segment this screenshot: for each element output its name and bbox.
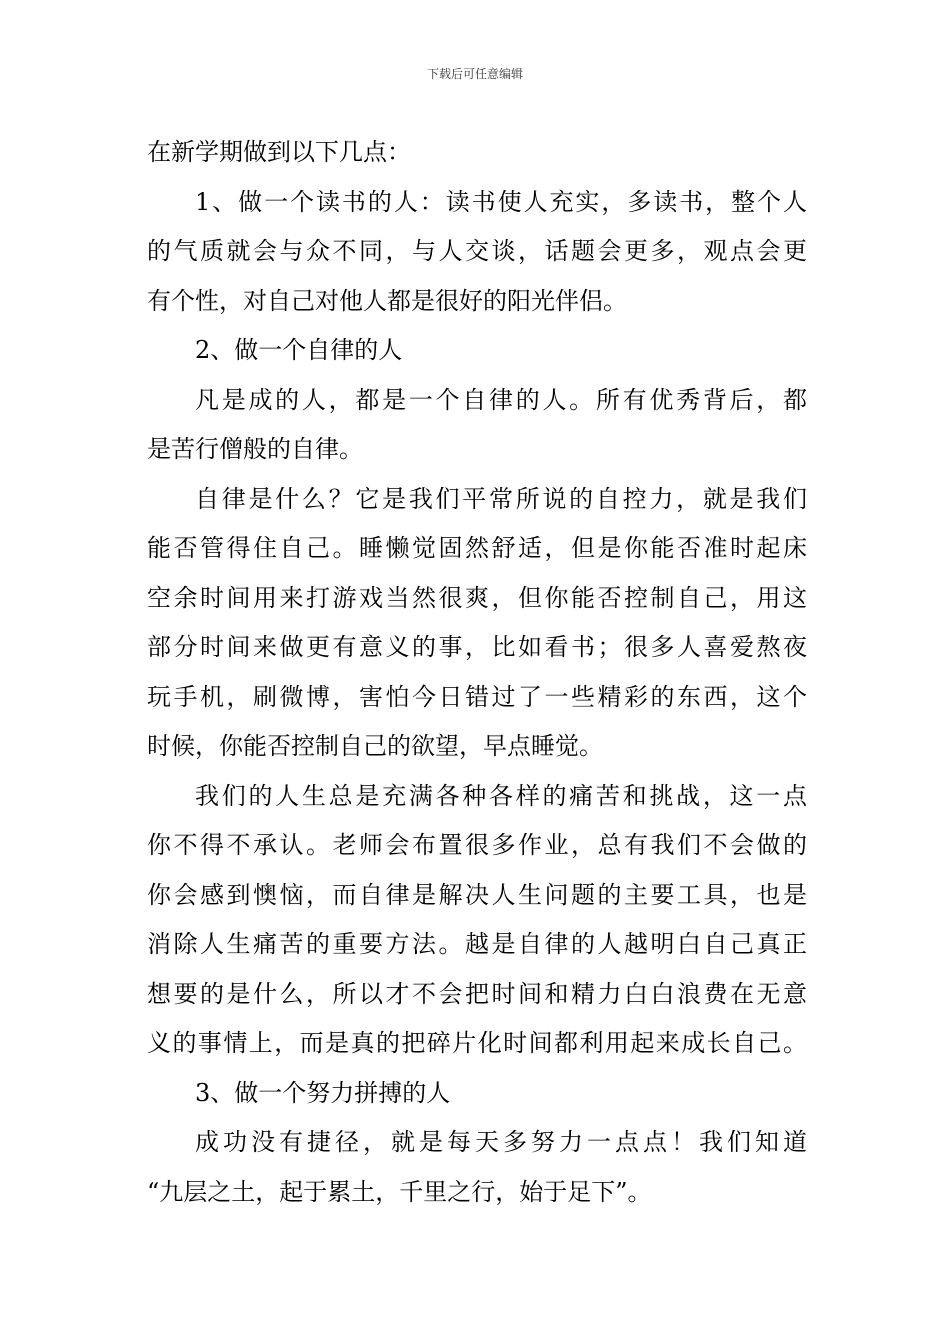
paragraph-line: 你会感到懊恼，而自律是解决人生问题的主要工具，也是 <box>147 880 807 909</box>
list-item-reading: 1、做一个读书的人：读书使人充实，多读书，整个人 <box>195 187 807 216</box>
paragraph-line: 成功没有捷径，就是每天多努力一点点！我们知道 <box>195 1128 807 1156</box>
paragraph-line: 部分时间来做更有意义的事，比如看书；很多人喜爱熬夜 <box>147 633 807 661</box>
paragraph-line: 自律是什么？它是我们平常所说的自控力，就是我们 <box>195 484 807 513</box>
paragraph-line: 玩手机，刷微博，害怕今日错过了一些精彩的东西，这个 <box>147 682 807 711</box>
paragraph-line: 凡是成的人，都是一个自律的人。所有优秀背后，都 <box>195 385 807 414</box>
paragraph-line: 有个性，对自己对他人都是很好的阳光伴侣。 <box>147 286 627 315</box>
paragraph-line: 能否管得住自己。睡懒觉固然舒适，但是你能否准时起床 <box>147 534 807 562</box>
section-heading-self-discipline: 2、做一个自律的人 <box>195 336 403 364</box>
paragraph-line: 在新学期做到以下几点： <box>147 138 411 166</box>
paragraph-line: 空余时间用来打游戏当然很爽，但你能否控制自己，用这 <box>147 583 807 612</box>
paragraph-line: 的气质就会与众不同，与人交谈，话题会更多，观点会更 <box>147 237 807 265</box>
paragraph-line: 你不得不承认。老师会布置很多作业，总有我们不会做的 <box>147 831 807 859</box>
page-header: 下载后可任意编辑 <box>426 67 523 81</box>
paragraph-line: 时候，你能否控制自己的欲望，早点睡觉。 <box>147 732 603 760</box>
paragraph-line: 义的事情上，而是真的把碎片化时间都利用起来成长自己。 <box>147 1029 807 1057</box>
paragraph-line: 想要的是什么，所以才不会把时间和精力白白浪费在无意 <box>147 979 807 1008</box>
paragraph-line: “九层之土，起于累土，千里之行，始于足下”。 <box>147 1177 652 1206</box>
paragraph-line: 我们的人生总是充满各种各样的痛苦和挑战，这一点 <box>195 781 807 810</box>
section-heading-hard-work: 3、做一个努力拼搏的人 <box>195 1078 451 1107</box>
paragraph-line: 消除人生痛苦的重要方法。越是自律的人越明白自己真正 <box>147 930 807 958</box>
paragraph-line: 是苦行僧般的自律。 <box>147 435 363 463</box>
document-body <box>147 128 807 1217</box>
